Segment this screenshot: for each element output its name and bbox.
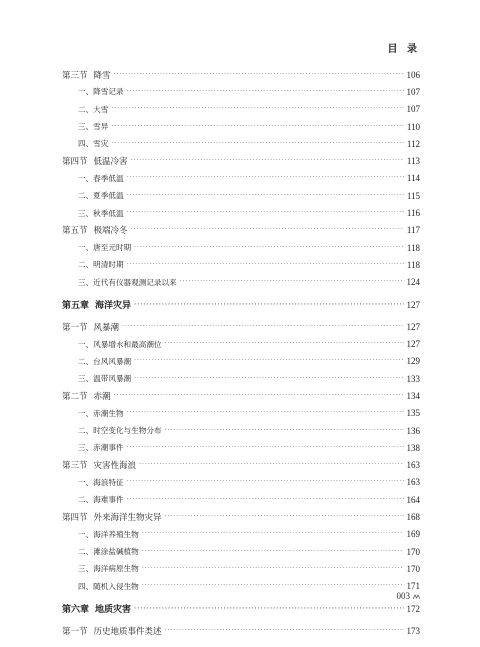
toc-entry-title: 二、大雪	[78, 104, 109, 114]
toc-entry-title: 地质灾害	[95, 605, 132, 616]
toc-entry-title: 二、滩涂盐碱植物	[78, 547, 139, 557]
toc-entry-title: 极端冷冬	[93, 226, 128, 237]
toc-entry-label	[62, 494, 124, 505]
toc-entry-label	[62, 190, 124, 201]
dot-leader	[131, 158, 404, 164]
toc-entry-number: 第四节	[62, 157, 88, 168]
toc-entry-label	[62, 104, 108, 115]
toc-item-row[interactable]	[62, 439, 420, 456]
toc-item-row[interactable]	[62, 474, 420, 491]
toc-page-number: 138	[406, 442, 420, 453]
toc-entry-label	[62, 546, 139, 557]
toc-section-row[interactable]	[62, 318, 420, 335]
toc-item-row[interactable]	[62, 560, 420, 577]
dot-leader	[131, 227, 404, 233]
toc-entry-label	[62, 298, 131, 311]
toc-entry-title: 四、随机入侵生物	[78, 581, 139, 591]
table-of-contents	[62, 66, 420, 640]
toc-page-number: 113	[406, 156, 420, 167]
toc-entry-title: 降雪	[93, 70, 111, 81]
dot-leader	[134, 606, 403, 612]
toc-entry-number: 第六章	[62, 605, 90, 616]
toc-page-number: 164	[406, 494, 420, 505]
toc-entry-title: 三、赤潮事件	[78, 443, 124, 453]
toc-item-row[interactable]	[62, 204, 420, 221]
dot-leader	[114, 393, 404, 399]
toc-item-row[interactable]	[62, 170, 420, 187]
toc-section-row[interactable]	[62, 152, 420, 169]
dot-leader	[134, 358, 403, 364]
dot-leader	[111, 141, 403, 147]
toc-item-row[interactable]	[62, 370, 420, 387]
toc-entry-label	[62, 563, 139, 574]
toc-entry-title: 二、夏季低温	[78, 191, 124, 201]
toc-entry-label	[62, 339, 162, 350]
toc-page-number: 133	[406, 373, 420, 384]
toc-entry-label	[62, 425, 162, 436]
toc-entry-label	[62, 442, 124, 453]
toc-chapter-row[interactable]	[62, 296, 420, 313]
toc-entry-title: 灾害性海浪	[93, 461, 137, 472]
toc-entry-label	[62, 208, 124, 219]
toc-page-number: 118	[406, 259, 420, 270]
toc-section-row[interactable]	[62, 66, 420, 83]
toc-entry-label	[62, 511, 162, 523]
toc-entry-title: 二、台风风暴潮	[78, 356, 132, 366]
toc-entry-label	[62, 155, 128, 167]
dot-leader	[127, 193, 404, 199]
toc-entry-number: 第二节	[62, 391, 88, 402]
dot-leader	[127, 497, 404, 503]
ornament-icon	[413, 594, 420, 600]
toc-entry-label	[62, 173, 124, 184]
toc-page-number: 127	[406, 339, 420, 350]
dot-leader	[127, 262, 404, 268]
toc-page-number: 127	[406, 321, 420, 332]
toc-entry-number: 第三节	[62, 461, 88, 472]
toc-page-number: 163	[406, 477, 420, 488]
toc-entry-label	[62, 390, 111, 402]
dot-leader	[122, 324, 403, 330]
toc-page-number: 110	[406, 121, 420, 132]
toc-item-row[interactable]	[62, 135, 420, 152]
toc-entry-title: 三、雪异	[78, 122, 109, 132]
toc-item-row[interactable]	[62, 101, 420, 118]
dot-leader	[114, 72, 404, 78]
toc-item-row[interactable]	[62, 187, 420, 204]
page-number: 003	[396, 591, 410, 601]
toc-entry-number: 第四节	[62, 513, 88, 524]
toc-page-number: 115	[406, 190, 420, 201]
toc-entry-title: 风暴潮	[93, 322, 120, 333]
dot-leader	[134, 245, 404, 251]
toc-entry-label	[62, 581, 139, 592]
dot-leader	[127, 479, 404, 485]
toc-entry-title: 一、风暴增水和最高潮位	[78, 339, 162, 349]
toc-entry-title: 二、时空变化与生物分布	[78, 426, 162, 436]
dot-leader	[127, 410, 404, 416]
toc-entry-title: 外来海洋生物灾异	[93, 513, 162, 524]
toc-page-number: 107	[406, 104, 420, 115]
toc-entry-title: 四、雪灾	[78, 139, 109, 149]
toc-entry-label	[62, 121, 108, 132]
toc-entry-title: 二、明清时期	[78, 260, 124, 270]
toc-page-number: 136	[406, 425, 420, 436]
dot-leader	[111, 124, 403, 130]
toc-section-row[interactable]	[62, 457, 420, 474]
toc-entry-title: 赤潮	[93, 391, 111, 402]
toc-page-number: 168	[406, 512, 420, 523]
toc-page-number: 170	[406, 546, 420, 557]
toc-item-row[interactable]	[62, 353, 420, 370]
toc-entry-label	[62, 321, 119, 333]
dot-leader	[142, 531, 404, 537]
toc-entry-label	[62, 277, 177, 288]
toc-entry-number: 第五章	[62, 301, 90, 311]
toc-entry-title: 三、秋季低温	[78, 208, 124, 218]
toc-page-number: 172	[406, 603, 420, 614]
toc-entry-label	[62, 259, 124, 270]
toc-entry-label	[62, 602, 131, 615]
toc-entry-label	[62, 69, 111, 81]
toc-entry-label	[62, 86, 124, 97]
dot-leader	[165, 628, 404, 634]
toc-entry-label	[62, 224, 128, 236]
toc-entry-label	[62, 459, 136, 471]
toc-entry-title: 一、海浪特征	[78, 477, 124, 487]
dot-leader	[111, 106, 403, 112]
toc-item-row[interactable]	[62, 274, 420, 291]
toc-page-number: 117	[406, 225, 420, 236]
toc-entry-label	[62, 373, 131, 384]
dot-leader	[127, 89, 404, 95]
toc-entry-number: 第一节	[62, 322, 88, 333]
toc-page-number: 163	[406, 460, 420, 471]
dot-leader	[142, 583, 404, 589]
toc-entry-number: 第三节	[62, 70, 88, 81]
toc-page-number: 116	[406, 208, 420, 219]
toc-item-row[interactable]	[62, 256, 420, 273]
toc-entry-title: 一、唐至元时期	[78, 243, 132, 253]
toc-chapter-row[interactable]	[62, 600, 420, 617]
toc-item-row[interactable]	[62, 335, 420, 352]
toc-entry-title: 三、温带风暴潮	[78, 374, 132, 384]
toc-page-number: 171	[406, 581, 420, 592]
toc-page-number: 129	[406, 356, 420, 367]
toc-item-row[interactable]	[62, 118, 420, 135]
toc-page-number: 170	[406, 563, 420, 574]
toc-item-row[interactable]	[62, 543, 420, 560]
toc-item-row[interactable]	[62, 405, 420, 422]
toc-entry-number: 第五节	[62, 226, 88, 237]
toc-entry-title: 三、近代有仪器观测记录以来	[78, 277, 177, 287]
toc-page-number: 169	[406, 529, 420, 540]
toc-page-number: 124	[406, 277, 420, 288]
toc-page-number: 134	[406, 390, 420, 401]
toc-section-row[interactable]	[62, 622, 420, 639]
toc-entry-title: 低温冷害	[93, 157, 128, 168]
toc-entry-label	[62, 408, 124, 419]
toc-page-number: 135	[406, 408, 420, 419]
toc-entry-title: 历史地质事件类述	[93, 626, 162, 637]
toc-entry-title: 三、海洋病原生物	[78, 564, 139, 574]
toc-item-row[interactable]	[62, 578, 420, 595]
toc-entry-label	[62, 242, 131, 253]
dot-leader	[142, 566, 404, 572]
toc-item-row[interactable]	[62, 239, 420, 256]
dot-leader	[165, 514, 404, 520]
dot-leader	[142, 549, 404, 555]
toc-section-row[interactable]	[62, 387, 420, 404]
dot-leader	[134, 376, 403, 382]
toc-section-row[interactable]	[62, 508, 420, 525]
dot-leader	[127, 445, 404, 451]
dot-leader	[134, 302, 403, 308]
dot-leader	[127, 210, 404, 216]
toc-entry-number: 第一节	[62, 626, 88, 637]
toc-page-number: 107	[406, 86, 420, 97]
page-header-title: 目 录	[387, 44, 420, 55]
toc-item-row[interactable]	[62, 526, 420, 543]
toc-page-number: 112	[406, 138, 420, 149]
toc-entry-label	[62, 477, 124, 488]
toc-entry-label	[62, 138, 108, 149]
toc-entry-title: 一、赤潮生物	[78, 408, 124, 418]
toc-entry-title: 一、海洋养殖生物	[78, 529, 139, 539]
dot-leader	[180, 279, 404, 285]
toc-page-number: 118	[406, 242, 420, 253]
toc-entry-label	[62, 529, 139, 540]
toc-page-number: 114	[406, 173, 420, 184]
toc-item-row[interactable]	[62, 83, 420, 100]
toc-entry-label	[62, 625, 162, 637]
page-footer	[397, 591, 421, 601]
toc-page-number: 106	[406, 69, 420, 80]
dot-leader	[165, 428, 404, 434]
toc-page-number: 173	[406, 625, 420, 636]
toc-entry-label	[62, 356, 131, 367]
toc-section-row[interactable]	[62, 222, 420, 239]
toc-entry-title: 一、降雪记录	[78, 87, 124, 97]
toc-page-number: 127	[406, 299, 420, 310]
toc-entry-title: 二、海难事件	[78, 495, 124, 505]
dot-leader	[139, 462, 403, 468]
toc-item-row[interactable]	[62, 422, 420, 439]
toc-entry-title: 海洋灾异	[95, 301, 132, 311]
dot-leader	[165, 341, 404, 347]
toc-item-row[interactable]	[62, 491, 420, 508]
dot-leader	[127, 175, 404, 181]
toc-entry-title: 一、春季低温	[78, 173, 124, 183]
